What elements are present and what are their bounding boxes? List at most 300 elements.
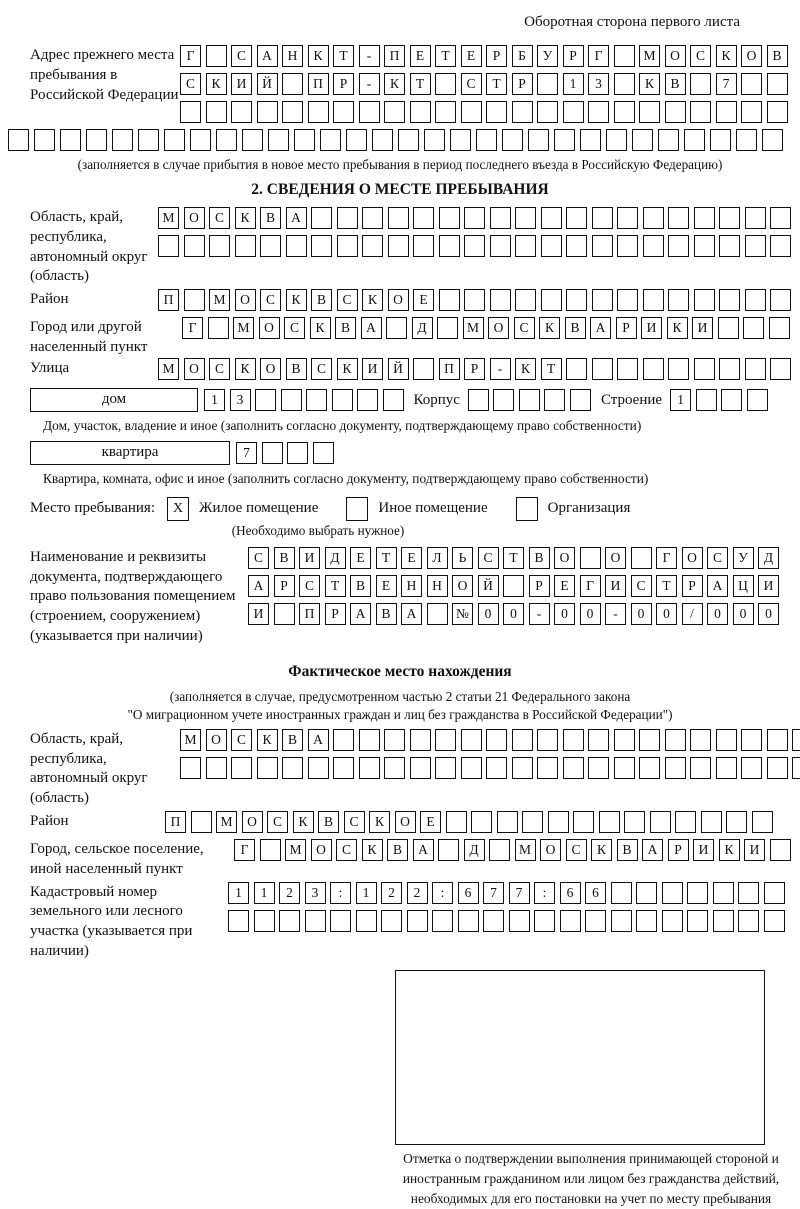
char-cell: Е (413, 289, 434, 311)
char-cell: П (308, 73, 329, 95)
char-cell (770, 839, 791, 861)
option-organization-label: Организация (547, 500, 631, 517)
char-cell: 7 (483, 882, 504, 904)
char-cell: П (299, 603, 320, 625)
char-cell (617, 235, 638, 257)
char-cell: И (605, 575, 626, 597)
char-cell: М (158, 207, 179, 229)
char-cell (209, 235, 230, 257)
char-cell (701, 811, 722, 833)
char-cell (490, 235, 511, 257)
apartment-cells (236, 442, 334, 464)
section2-title: 2. СВЕДЕНИЯ О МЕСТЕ ПРЕБЫВАНИЯ (251, 181, 549, 198)
char-cell: Г (234, 839, 255, 861)
char-cell: К (308, 45, 329, 67)
char-cell: - (359, 45, 380, 67)
char-cell: 0 (631, 603, 652, 625)
char-cell: 1 (204, 389, 225, 411)
char-cell (490, 289, 511, 311)
prev-address-block (8, 45, 792, 129)
char-cell (650, 811, 671, 833)
char-cell (282, 73, 303, 95)
char-cell (311, 235, 332, 257)
char-cell (580, 129, 601, 151)
char-cell (764, 910, 785, 932)
char-cell: В (311, 289, 332, 311)
char-cell (257, 101, 278, 123)
char-cell (515, 235, 536, 257)
char-cell (311, 207, 332, 229)
char-cell (631, 547, 652, 569)
char-cell (643, 358, 664, 380)
house-cells (204, 389, 404, 411)
house-note: Дом, участок, владение и иное (заполнить согласно документу, подтверждающему право собственности) (43, 417, 642, 433)
char-cell: О (259, 317, 280, 339)
char-cell: Г (180, 45, 201, 67)
char-cell: С (180, 73, 201, 95)
char-cell: Т (656, 575, 677, 597)
char-cell (716, 729, 737, 751)
char-cell: 1 (356, 882, 377, 904)
char-cell (384, 757, 405, 779)
char-cell (206, 45, 227, 67)
char-cell (34, 129, 55, 151)
char-cell (624, 811, 645, 833)
char-cell: В (282, 729, 303, 751)
char-cell: Р (668, 839, 689, 861)
char-cell: Т (410, 73, 431, 95)
char-cell (716, 101, 737, 123)
char-cell: Ц (733, 575, 754, 597)
char-cell: С (690, 45, 711, 67)
char-cell: К (639, 73, 660, 95)
street-block (8, 358, 792, 386)
char-cell (643, 235, 664, 257)
char-cell: И (641, 317, 662, 339)
char-cell (337, 235, 358, 257)
char-cell: У (537, 45, 558, 67)
char-cell (468, 389, 489, 411)
apartment-note: Квартира, комната, офис и иное (заполнить согласно документу, подтверждающему право собственности) (43, 470, 649, 486)
char-cell (471, 811, 492, 833)
char-cell: В (665, 73, 686, 95)
char-cell (719, 207, 740, 229)
char-cell: Р (512, 73, 533, 95)
char-cell (770, 289, 791, 311)
actual-location-title: Фактическое место нахождения (288, 662, 512, 680)
char-cell (282, 101, 303, 123)
char-cell: И (299, 547, 320, 569)
char-cell: С (267, 811, 288, 833)
char-cell (279, 910, 300, 932)
char-cell (566, 289, 587, 311)
house-box-label: дом (30, 388, 198, 412)
char-cell: О (184, 358, 205, 380)
char-cell: - (359, 73, 380, 95)
char-cell (764, 882, 785, 904)
stroenie-label: Строение (600, 392, 663, 409)
char-cell: В (529, 547, 550, 569)
char-cell (668, 235, 689, 257)
char-cell (274, 603, 295, 625)
char-cell: И (248, 603, 269, 625)
char-cell (180, 757, 201, 779)
char-cell: К (539, 317, 560, 339)
char-cell: И (744, 839, 765, 861)
char-cell: М (515, 839, 536, 861)
char-cell (235, 235, 256, 257)
char-cell (745, 289, 766, 311)
char-cell (537, 729, 558, 751)
char-cell (228, 910, 249, 932)
char-cell: Г (182, 317, 203, 339)
document-row-3 (248, 603, 779, 625)
char-cell (231, 101, 252, 123)
char-cell (282, 757, 303, 779)
char-cell (696, 389, 717, 411)
char-cell (544, 389, 565, 411)
char-cell: О (395, 811, 416, 833)
char-cell (636, 910, 657, 932)
char-cell: С (248, 547, 269, 569)
actual-oblast-row-2 (180, 757, 800, 779)
char-cell (231, 757, 252, 779)
char-cell: В (260, 207, 281, 229)
char-cell: Е (410, 45, 431, 67)
stay-type-note: (Необходимо выбрать нужное) (231, 522, 405, 538)
char-cell (435, 73, 456, 95)
char-cell: 3 (230, 389, 251, 411)
char-cell: О (235, 289, 256, 311)
char-cell (665, 101, 686, 123)
char-cell: С (514, 317, 535, 339)
char-cell (719, 358, 740, 380)
char-cell (386, 317, 407, 339)
char-cell (632, 129, 653, 151)
char-cell: М (209, 289, 230, 311)
char-cell (461, 101, 482, 123)
char-cell (662, 882, 683, 904)
city-row (182, 317, 790, 339)
korpus-label: Корпус (413, 392, 460, 409)
char-cell (359, 729, 380, 751)
char-cell: С (231, 729, 252, 751)
char-cell (435, 101, 456, 123)
cadastre-grid (228, 882, 785, 938)
prev-address-row-3 (180, 101, 788, 123)
char-cell (407, 910, 428, 932)
korpus-cells (468, 389, 591, 411)
char-cell (519, 389, 540, 411)
char-cell: Е (420, 811, 441, 833)
char-cell: Д (758, 547, 779, 569)
char-cell: П (158, 289, 179, 311)
char-cell: С (336, 839, 357, 861)
char-cell (512, 729, 533, 751)
char-cell: А (642, 839, 663, 861)
char-cell: Е (401, 547, 422, 569)
prev-address-row-1 (180, 45, 788, 67)
char-cell (675, 811, 696, 833)
char-cell: Р (464, 358, 485, 380)
char-cell: 0 (707, 603, 728, 625)
char-cell (537, 73, 558, 95)
char-cell: В (767, 45, 788, 67)
char-cell (216, 129, 237, 151)
char-cell: : (432, 882, 453, 904)
char-cell: О (452, 575, 473, 597)
char-cell (662, 910, 683, 932)
char-cell (658, 129, 679, 151)
char-cell (313, 442, 334, 464)
char-cell (330, 910, 351, 932)
char-cell: 6 (585, 882, 606, 904)
char-cell (308, 757, 329, 779)
char-cell (333, 757, 354, 779)
char-cell: А (361, 317, 382, 339)
char-cell (694, 207, 715, 229)
char-cell (262, 442, 283, 464)
char-cell (617, 207, 638, 229)
char-cell (515, 207, 536, 229)
char-cell: 0 (758, 603, 779, 625)
char-cell (639, 101, 660, 123)
char-cell (588, 101, 609, 123)
char-cell (687, 910, 708, 932)
char-cell: О (184, 207, 205, 229)
char-cell (410, 757, 431, 779)
char-cell: Р (486, 45, 507, 67)
char-cell (563, 101, 584, 123)
char-cell (362, 235, 383, 257)
char-cell (570, 389, 591, 411)
char-cell (410, 729, 431, 751)
char-cell: П (439, 358, 460, 380)
document-grid (248, 547, 779, 631)
char-cell: В (318, 811, 339, 833)
cadastre-block (8, 882, 792, 962)
char-cell: К (286, 289, 307, 311)
char-cell: О (554, 547, 575, 569)
char-cell: С (461, 73, 482, 95)
char-cell: О (741, 45, 762, 67)
char-cell (606, 129, 627, 151)
rayon-block (8, 289, 792, 317)
char-cell: / (682, 603, 703, 625)
char-cell: Е (554, 575, 575, 597)
char-cell (770, 358, 791, 380)
char-cell: К (362, 839, 383, 861)
char-cell: О (682, 547, 703, 569)
char-cell (439, 235, 460, 257)
char-cell: С (344, 811, 365, 833)
char-cell: 3 (305, 882, 326, 904)
char-cell (665, 729, 686, 751)
char-cell (592, 358, 613, 380)
char-cell: В (376, 603, 397, 625)
char-cell: Г (588, 45, 609, 67)
char-cell: 0 (554, 603, 575, 625)
char-cell: И (231, 73, 252, 95)
char-cell (548, 811, 569, 833)
char-cell: А (401, 603, 422, 625)
char-cell (497, 811, 518, 833)
char-cell: Р (616, 317, 637, 339)
char-cell (541, 235, 562, 257)
char-cell: Е (350, 547, 371, 569)
char-cell (767, 757, 788, 779)
char-cell (713, 882, 734, 904)
char-cell: В (286, 358, 307, 380)
char-cell (718, 317, 739, 339)
char-cell: Т (435, 45, 456, 67)
char-cell: К (719, 839, 740, 861)
char-cell (690, 757, 711, 779)
char-cell: К (716, 45, 737, 67)
char-cell (541, 289, 562, 311)
char-cell (255, 389, 276, 411)
char-cell: С (311, 358, 332, 380)
char-cell: Т (541, 358, 562, 380)
char-cell: О (311, 839, 332, 861)
char-cell (287, 442, 308, 464)
char-cell: О (260, 358, 281, 380)
char-cell: С (209, 207, 230, 229)
char-cell: 0 (580, 603, 601, 625)
char-cell: Г (580, 575, 601, 597)
char-cell (333, 729, 354, 751)
char-cell (388, 207, 409, 229)
char-cell (566, 207, 587, 229)
char-cell (665, 757, 686, 779)
char-cell: Е (461, 45, 482, 67)
char-cell: Т (376, 547, 397, 569)
oblast-label: Область, край, республика, автономный округ (область) (30, 209, 148, 285)
char-cell (8, 129, 29, 151)
char-cell (769, 317, 790, 339)
char-cell: С (707, 547, 728, 569)
char-cell: К (515, 358, 536, 380)
char-cell: М (180, 729, 201, 751)
char-cell (184, 235, 205, 257)
char-cell: А (248, 575, 269, 597)
char-cell (541, 207, 562, 229)
char-cell (792, 757, 800, 779)
char-cell (534, 910, 555, 932)
document-row-1 (248, 547, 779, 569)
char-cell (383, 389, 404, 411)
confirmation-stamp-note: Отметка о подтверждении выполнения принимающей стороной и иностранным гражданином или лицом без гражданства действий, необходимых для его постановки на учет по месту пребывания (402, 1150, 780, 1206)
actual-location-note-1: (заполняется в случае, предусмотренном частью 2 статьи 21 Федерального закона (169, 688, 631, 704)
char-cell (438, 839, 459, 861)
char-cell (770, 235, 791, 257)
char-cell (308, 101, 329, 123)
char-cell (332, 389, 353, 411)
char-cell: М (233, 317, 254, 339)
char-cell (512, 757, 533, 779)
actual-rayon-block (8, 811, 792, 839)
char-cell (592, 235, 613, 257)
char-cell (592, 289, 613, 311)
char-cell (356, 910, 377, 932)
char-cell (359, 757, 380, 779)
char-cell: К (257, 729, 278, 751)
prev-address-grid (180, 45, 788, 129)
char-cell (643, 289, 664, 311)
char-cell: 1 (670, 389, 691, 411)
char-cell (522, 811, 543, 833)
char-cell (563, 757, 584, 779)
char-cell (617, 358, 638, 380)
char-cell (738, 882, 759, 904)
char-cell (461, 757, 482, 779)
char-cell (260, 235, 281, 257)
char-cell (743, 317, 764, 339)
actual-rayon-label: Район (30, 812, 69, 829)
char-cell: Р (563, 45, 584, 67)
char-cell: М (463, 317, 484, 339)
char-cell: - (605, 603, 626, 625)
char-cell: М (285, 839, 306, 861)
char-cell: № (452, 603, 473, 625)
char-cell (333, 101, 354, 123)
char-cell: К (667, 317, 688, 339)
actual-rayon-row (165, 811, 773, 833)
char-cell: И (758, 575, 779, 597)
actual-oblast-block (8, 729, 792, 809)
char-cell: К (362, 289, 383, 311)
char-cell (208, 317, 229, 339)
char-cell: О (665, 45, 686, 67)
char-cell (690, 729, 711, 751)
char-cell (690, 73, 711, 95)
char-cell (461, 729, 482, 751)
char-cell (617, 289, 638, 311)
char-cell (164, 129, 185, 151)
char-cell (752, 811, 773, 833)
char-cell: В (565, 317, 586, 339)
char-cell (486, 757, 507, 779)
char-cell: О (605, 547, 626, 569)
char-cell (573, 811, 594, 833)
char-cell: В (387, 839, 408, 861)
char-cell: С (566, 839, 587, 861)
char-cell: Г (656, 547, 677, 569)
char-cell: У (733, 547, 754, 569)
char-cell (736, 129, 757, 151)
char-cell (439, 289, 460, 311)
char-cell (636, 882, 657, 904)
prev-address-note: (заполняется в случае прибытия в новое место пребывания в период последнего въезда в Российскую Федерацию) (77, 157, 723, 172)
char-cell: В (274, 547, 295, 569)
char-cell: 6 (458, 882, 479, 904)
char-cell (489, 839, 510, 861)
char-cell: : (534, 882, 555, 904)
document-block (8, 547, 792, 647)
char-cell: О (540, 839, 561, 861)
char-cell (486, 101, 507, 123)
char-cell (639, 757, 660, 779)
char-cell: И (692, 317, 713, 339)
char-cell (257, 757, 278, 779)
char-cell (483, 910, 504, 932)
char-cell (614, 45, 635, 67)
char-cell: П (384, 45, 405, 67)
char-cell (486, 729, 507, 751)
char-cell: М (216, 811, 237, 833)
char-cell: Й (478, 575, 499, 597)
char-cell (747, 389, 768, 411)
